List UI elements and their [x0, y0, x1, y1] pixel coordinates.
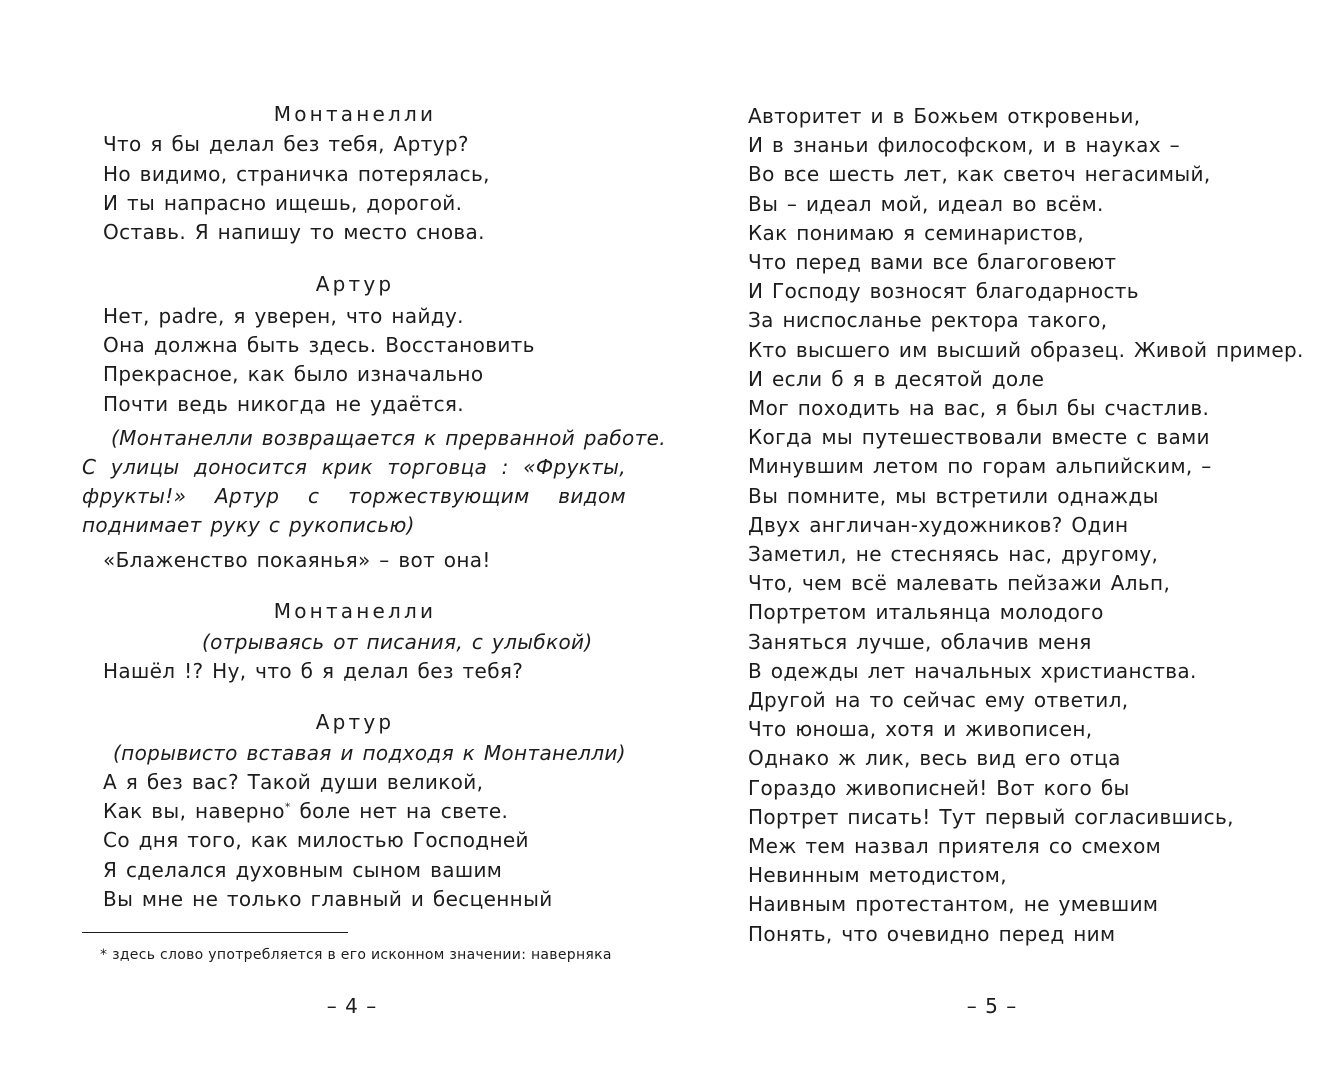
speaker-name: Артур	[315, 272, 395, 296]
verse-line: Что, чем всё малевать пейзажи Альп,	[748, 571, 1171, 596]
verse-text: Как вы, наверно	[103, 799, 285, 823]
speaker-name: Монтанелли	[273, 102, 437, 126]
stage-direction-line: (Монтанелли возвращается к прерванной работе.	[111, 426, 666, 450]
footnote	[100, 946, 612, 964]
verse-line: Другой на то сейчас ему ответил,	[748, 688, 1129, 712]
verse-line: Заметил, не стесняясь нас, другому,	[748, 542, 1159, 566]
verse-line: Вы помните, мы встретили однажды	[748, 483, 1159, 508]
right-page	[672, 0, 1344, 1080]
verse-line: «Блаженство покаянья» – вот она!	[103, 548, 491, 572]
verse-line: Прекрасное, как было изначально	[103, 362, 484, 386]
verse-text: боле нет на свете.	[290, 799, 509, 823]
verse-line: Однако ж лик, весь вид его отца	[748, 746, 1121, 771]
verse-line: Наивным протестантом, не умевшим	[748, 892, 1159, 917]
verse-line: Почти ведь никогда не удаётся.	[103, 392, 464, 416]
verse-line: Портрет писать! Тут первый согласившись,	[748, 804, 1234, 829]
verse-line: Авторитет и в Божьем откровеньи,	[748, 104, 1141, 128]
stage-direction-line: поднимает руку с рукописью)	[82, 513, 415, 537]
verse-line: Что перед вами все благоговеют	[748, 250, 1117, 274]
footnote-text: здесь слово употребляется в его исконном значении: наверняка	[112, 947, 612, 963]
verse-line: Что юноша, хотя и живописен,	[748, 717, 1093, 742]
verse-line: Вы мне не только главный и бесценный	[103, 887, 553, 911]
stage-direction-line: (отрываясь от писания, с улыбкой)	[202, 630, 593, 654]
verse-line: Что я бы делал без тебя, Артур?	[103, 132, 469, 156]
verse-line: Мог походить на вас, я был бы счастлив.	[748, 396, 1210, 420]
verse-line: Нет, padre, я уверен, что найду.	[103, 304, 464, 328]
verse-line: В одежды лет начальных христианства.	[748, 658, 1197, 683]
verse-line: Во все шесть лет, как светоч негасимый,	[748, 162, 1211, 187]
verse-line: И в знаньи философском, и в науках –	[748, 133, 1181, 158]
verse-line: Заняться лучше, облачив меня	[748, 629, 1092, 654]
verse-line: Кто высшего им высший образец. Живой пример.	[748, 337, 1304, 362]
verse-line: За ниспосланье ректора такого,	[748, 308, 1108, 333]
verse-line: Но видимо, страничка потерялась,	[103, 162, 490, 186]
footnote-marker: *	[284, 800, 291, 814]
verse-line: Двух англичан-художников? Один	[748, 512, 1129, 537]
stage-direction-line: (порывисто вставая и подходя к Монтанелли)	[113, 741, 626, 765]
verse-line: Со дня того, как милостью Господней	[103, 828, 529, 852]
verse-line: Нашёл !? Ну, что б я делал без тебя?	[103, 659, 524, 683]
verse-line: Минувшим летом по горам альпийским, –	[748, 454, 1212, 479]
verse-line: И ты напрасно ищешь, дорогой.	[103, 191, 463, 215]
verse-line: Понять, что очевидно перед ним	[748, 921, 1116, 946]
speaker-name: Артур	[315, 710, 395, 734]
verse-line: Я сделался духовным сыном вашим	[103, 858, 503, 882]
verse-line: Она должна быть здесь. Восстановить	[103, 333, 535, 357]
verse-line: Гораздо живописней! Вот кого бы	[748, 775, 1130, 800]
verse-line: И если б я в десятой доле	[748, 366, 1045, 391]
verse-line: Невинным методистом,	[748, 863, 1007, 888]
verse-line: Оставь. Я напишу то место снова.	[103, 220, 485, 244]
verse-line: Вы – идеал мой, идеал во всём.	[748, 191, 1104, 216]
verse-line: Портретом итальянца молодого	[748, 600, 1104, 625]
speaker-name: Монтанелли	[273, 599, 437, 623]
stage-direction-line: С улицы доносится крик торговца : «Фрукты,	[82, 455, 626, 479]
verse-line: Когда мы путешествовали вместе с вами	[748, 425, 1210, 450]
footnote-rule	[82, 932, 348, 933]
verse-line: И Господу возносят благодарность	[748, 279, 1139, 304]
footnote-marker: *	[100, 947, 108, 963]
verse-line: А я без вас? Такой души великой,	[103, 770, 484, 794]
page-number: – 5 –	[966, 994, 1018, 1018]
stage-direction-line: фрукты!» Артур с торжествующим видом	[82, 484, 626, 508]
verse-line: Меж тем назвал приятеля со смехом	[748, 834, 1162, 858]
verse-line: Как понимаю я семинаристов,	[748, 220, 1085, 245]
page-number: – 4 –	[326, 994, 378, 1018]
verse-line	[103, 797, 508, 826]
